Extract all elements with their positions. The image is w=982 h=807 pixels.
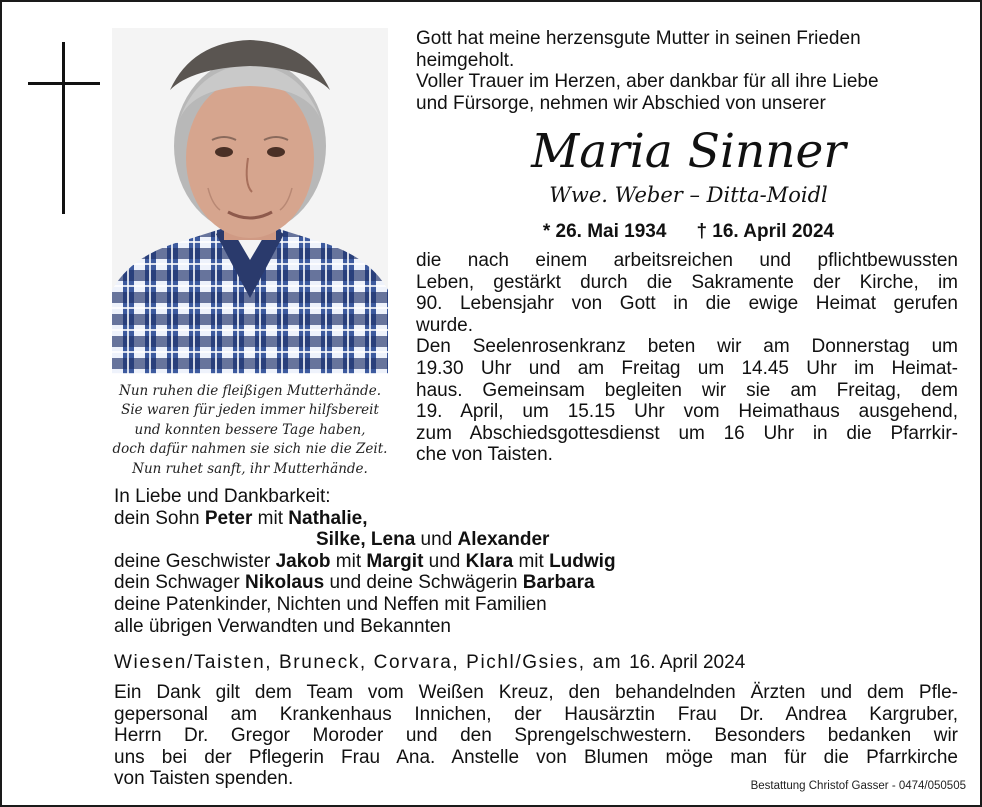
thanks-line: Ein Dank gilt dem Team vom Weißen Kreuz, den behandelnden Ärzten und dem Pfle- [114,682,958,703]
thanks-line: gepersonal am Krankenhaus Innichen, der Hausärztin Frau Dr. Andrea Kargruber, [114,703,958,725]
funeral-home-credit: Bestattung Christof Gasser - 0474/050505 [750,780,966,792]
poem-line: Nun ruhet sanft, ihr Mutterhände. [132,460,368,477]
places: Wiesen/Taisten, Bruneck, Corvara, Pichl/Gsies, am [114,652,623,673]
birth-date: * 26. Mai 1934 [542,221,667,242]
body-line: Den Seelenrosenkranz beten wir am Donnerstag um [416,336,958,358]
poem-line: und konnten bessere Tage haben, [134,421,366,438]
body-line: 19.30 Uhr und am Freitag um 14.45 Uhr im Heimat- [416,357,958,379]
mourner-line: deine Patenkinder, Nichten und Neffen mit Familien [114,593,547,615]
cross-icon [62,42,65,214]
body-line: wurde. [416,314,474,336]
announcement-text [416,250,958,466]
poem-line: Nun ruhen die fleißigen Mutterhände. [119,383,381,399]
mourner-line: dein Sohn Peter mit Nathalie, [114,507,368,529]
intro-line: heimgeholt. [416,49,515,71]
portrait-illustration [112,28,388,374]
intro-text [416,28,961,114]
body-line: die nach einem arbeitsreichen und pflichtbewussten [416,250,958,271]
poem-line: Sie waren für jeden immer hilfsbereit [121,402,379,419]
body-line: 19. April, um 15.15 Uhr vom Heimathaus ausgehend, [416,401,958,423]
poem-line: doch dafür nahmen sie sich nie die Zeit. [112,441,388,458]
body-line: 90. Lebensjahr von Gott in die ewige Heimat gerufen [416,293,958,315]
notice-date: 16. April 2024 [629,652,746,673]
deceased-alias: Wwe. Weber – Ditta-Moidl [549,183,828,207]
portrait-photo [112,28,388,374]
thanks-line: uns bei der Pflegerin Frau Ana. Anstelle von Blumen möge man für die Pfarrkirche [114,746,958,768]
mourner-line: alle übrigen Verwandten und Bekannten [114,615,451,637]
mourner-line: Silke, Lena und Alexander [316,529,550,551]
life-dates [416,220,961,244]
body-line: zum Abschiedsgottesdienst um 16 Uhr in die Pfarrkir- [416,422,958,444]
body-line: haus. Gemeinsam begleiten wir sie am Freitag, dem [416,379,958,401]
memorial-poem [102,382,398,479]
place-and-date [114,652,914,674]
death-date: † 16. April 2024 [696,221,835,242]
intro-line: Gott hat meine herzensgute Mutter in seinen Frieden [416,28,861,49]
cross-icon-bar [28,82,100,85]
mourners-list [114,486,814,637]
thanks-text [114,682,958,790]
body-line: Leben, gestärkt durch die Sakramente der Kirche, im [416,271,958,293]
intro-line: und Fürsorge, nehmen wir Abschied von unserer [416,92,826,114]
body-line: che von Taisten. [416,444,553,466]
thanks-line: von Taisten spenden. [114,768,294,790]
mourner-line: deine Geschwister Jakob mit Margit und Klara mit Ludwig [114,550,616,572]
thanks-line: Herrn Dr. Gregor Moroder und den Sprengelschwestern. Besonders bedanken wir [114,725,958,747]
deceased-name: Maria Sinner [531,124,846,179]
intro-line: Voller Trauer im Herzen, aber dankbar für all ihre Liebe [416,71,879,93]
mourner-line: dein Schwager Nikolaus und deine Schwägerin Barbara [114,572,595,594]
mourners-heading: In Liebe und Dankbarkeit: [114,486,331,507]
